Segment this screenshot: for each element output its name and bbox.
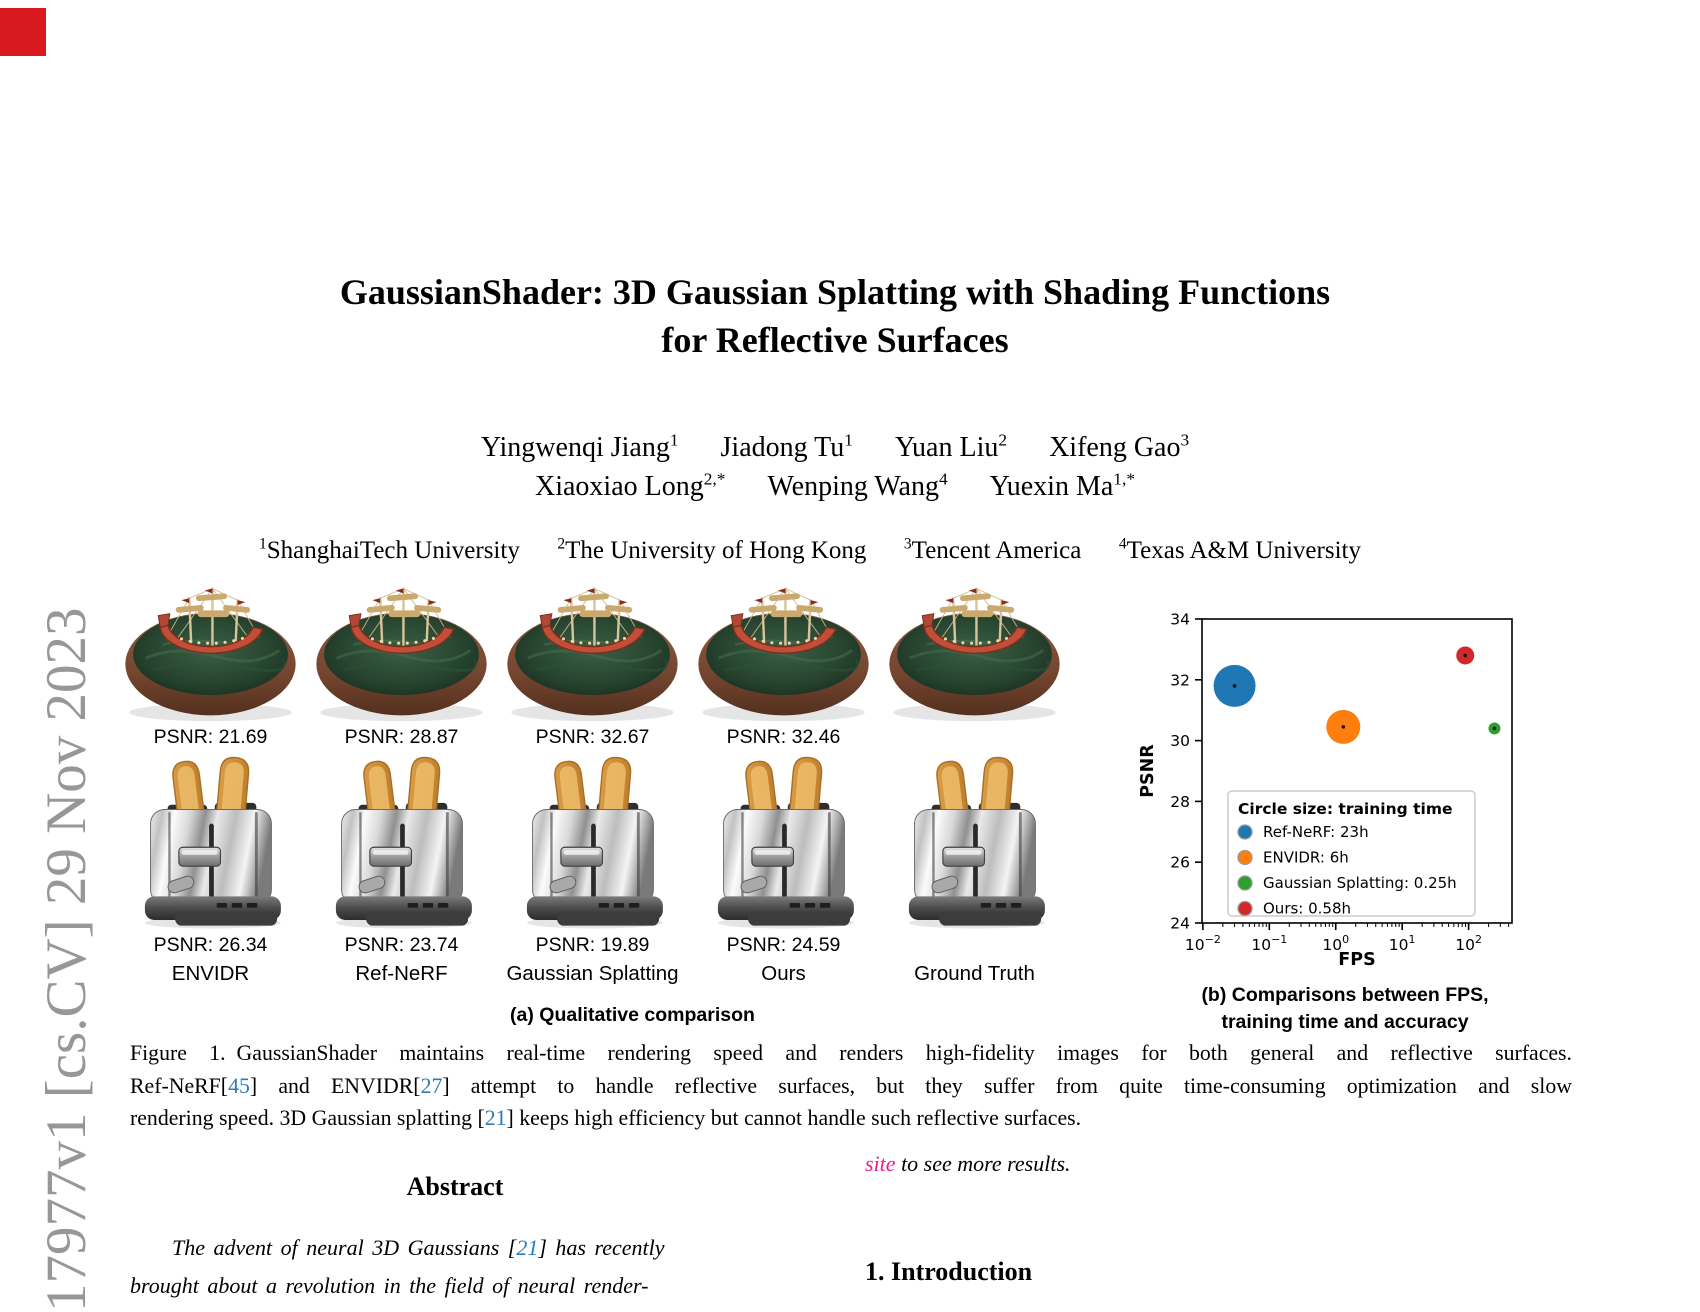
svg-text:102: $10^2$: [1455, 933, 1482, 954]
superscript: 1: [259, 535, 267, 553]
text-segment: Figure 1. GaussianShader maintains real-time rendering speed and renders high-fidelity images for both general and reflective surfaces.: [130, 1041, 1572, 1065]
citation-21[interactable]: 21: [516, 1235, 539, 1260]
svg-text:10−2: $10^{-2}$: [1184, 933, 1221, 954]
ship-scene-image: [306, 575, 497, 725]
superscript: 3: [1180, 430, 1190, 450]
ship-scene-image: [688, 575, 879, 725]
text-segment: ] keeps high efficiency but cannot handle such reflective surfaces.: [506, 1106, 1082, 1130]
figure-column-gaussian-splatting: [497, 575, 688, 987]
svg-text:32: 32: [1170, 671, 1190, 690]
svg-text:ENVIDR: 6h: ENVIDR: 6h: [1263, 848, 1349, 867]
psnr-label: PSNR: 21.69: [153, 726, 268, 748]
superscript: 2: [557, 535, 566, 553]
ship-scene-image: [497, 575, 688, 725]
superscript: 4: [1118, 535, 1127, 553]
ship-scene-image: [879, 575, 1070, 725]
psnr-label: [972, 933, 977, 959]
text-segment: Yingwenqi Jiang: [480, 432, 670, 463]
text-segment: ] and ENVIDR[: [249, 1073, 421, 1098]
psnr-label: PSNR: 19.89: [535, 934, 650, 956]
figure-caption-line3: [130, 1102, 1572, 1135]
psnr-label: PSNR: 23.74: [344, 934, 459, 956]
superscript: 1,*: [1113, 469, 1135, 489]
superscript: 1: [844, 430, 853, 450]
text-segment: Yuan Liu: [852, 432, 999, 463]
subfigure-a-caption: (a) Qualitative comparison: [510, 1004, 755, 1026]
superscript: 4: [938, 469, 948, 489]
figure-column-envidr: [115, 575, 306, 987]
paper-title-line2: for Reflective Surfaces: [661, 320, 1009, 360]
fps-psnr-chart: [1105, 580, 1565, 985]
text-segment: Yuexin Ma: [947, 471, 1114, 502]
toaster-image: [126, 753, 296, 933]
figure-1-caption: [130, 1037, 1572, 1135]
citation-27[interactable]: 27: [420, 1073, 443, 1098]
svg-text:PSNR: PSNR: [1138, 744, 1158, 798]
author-list: [130, 428, 1540, 506]
psnr-label: PSNR: 28.87: [344, 726, 459, 748]
affiliation-line: [95, 537, 1525, 565]
method-label: ENVIDR: [171, 962, 250, 985]
superscript: 2: [998, 430, 1008, 450]
text-segment: Jiadong Tu: [678, 432, 845, 463]
toaster-image: [890, 753, 1060, 933]
text-segment: ] has recently: [538, 1235, 665, 1260]
superscript: 3: [903, 535, 912, 553]
abstract-line2: [130, 1267, 792, 1305]
text-segment: The advent of neural 3D Gaussians [: [172, 1235, 517, 1260]
svg-text:26: 26: [1170, 853, 1190, 872]
figure-1-comparison-grid: [115, 575, 1070, 987]
figure-column-ours: [688, 575, 879, 987]
svg-text:10−1: $10^{-1}$: [1251, 933, 1288, 954]
toaster-image: [317, 753, 487, 933]
method-label: Ref-NeRF: [355, 962, 448, 985]
svg-text:101: $10^1$: [1388, 933, 1416, 954]
text-segment: Ref-NeRF[: [130, 1073, 229, 1098]
site-link[interactable]: site: [865, 1151, 896, 1176]
subfigure-b-caption-line2: training time and accuracy: [1221, 1011, 1469, 1033]
corner-marker: [0, 8, 46, 56]
psnr-label: PSNR: 32.46: [726, 726, 841, 748]
paper-title: [130, 268, 1540, 364]
svg-text:FPS: FPS: [1338, 950, 1376, 970]
text-segment: to see more results.: [895, 1151, 1071, 1176]
figure-caption-line1: [130, 1037, 1572, 1070]
subfigure-b-caption-line1: (b) Comparisons between FPS,: [1201, 984, 1489, 1006]
svg-text:34: 34: [1170, 610, 1190, 629]
introduction-heading: 1. Introduction: [865, 1257, 1033, 1286]
text-segment: The University of Hong Kong: [565, 537, 904, 564]
superscript: 1: [669, 430, 679, 450]
citation-21[interactable]: 21: [484, 1106, 507, 1130]
svg-text:100: $10^0$: [1322, 933, 1350, 954]
psnr-label: PSNR: 32.67: [535, 726, 650, 748]
method-label: Ours: [761, 962, 806, 985]
svg-text:Ref-NeRF: 23h: Ref-NeRF: 23h: [1263, 823, 1369, 841]
figure-column-refnerf: [306, 575, 497, 987]
text-segment: Texas A&M University: [1126, 537, 1361, 564]
paper-title-line1: GaussianShader: 3D Gaussian Splatting with Shading Functions: [339, 272, 1331, 312]
psnr-label: PSNR: 26.34: [153, 934, 268, 956]
site-link-line: [865, 1151, 1071, 1177]
psnr-label: [972, 725, 977, 751]
text-segment: brought about a revolution in the field of neural render-: [130, 1273, 649, 1298]
svg-text:Circle size: training time: Circle size: training time: [1238, 800, 1453, 818]
text-segment: Tencent America: [911, 537, 1119, 564]
svg-text:24: 24: [1170, 914, 1190, 933]
citation-45[interactable]: 45: [228, 1073, 250, 1098]
author-line1: [130, 428, 1540, 467]
figure-caption-line2: [130, 1070, 1572, 1103]
subfigure-b-caption: [1140, 982, 1550, 1036]
text-segment: ShanghaiTech University: [266, 537, 558, 564]
abstract-text: [130, 1229, 792, 1305]
arxiv-banner: 17977v1 [cs.CV] 29 Nov 2023: [35, 607, 98, 1312]
svg-text:28: 28: [1170, 792, 1190, 811]
abstract-heading: Abstract: [406, 1172, 504, 1201]
text-segment: ] attempt to handle reflective surfaces, but they suffer from quite time-consuming optimization and slow: [442, 1073, 1572, 1098]
author-line2: [130, 467, 1540, 506]
text-segment: Wenping Wang: [725, 471, 939, 502]
abstract-line1: [130, 1229, 792, 1267]
svg-text:Ours: 0.58h: Ours: 0.58h: [1263, 899, 1352, 918]
method-label: Ground Truth: [914, 962, 1035, 985]
superscript: 2,*: [703, 469, 726, 489]
text-segment: Xiaoxiao Long: [535, 471, 704, 502]
svg-text:30: 30: [1170, 732, 1190, 751]
ship-scene-image: [115, 575, 306, 725]
figure-column-ground-truth: [879, 575, 1070, 987]
text-segment: rendering speed. 3D Gaussian splatting [: [130, 1106, 485, 1130]
method-label: Gaussian Splatting: [506, 962, 679, 985]
toaster-image: [699, 753, 869, 933]
psnr-label: PSNR: 24.59: [726, 934, 841, 956]
text-segment: Xifeng Gao: [1007, 432, 1181, 463]
svg-text:Gaussian Splatting: 0.25h: Gaussian Splatting: 0.25h: [1263, 874, 1457, 892]
toaster-image: [508, 753, 678, 933]
